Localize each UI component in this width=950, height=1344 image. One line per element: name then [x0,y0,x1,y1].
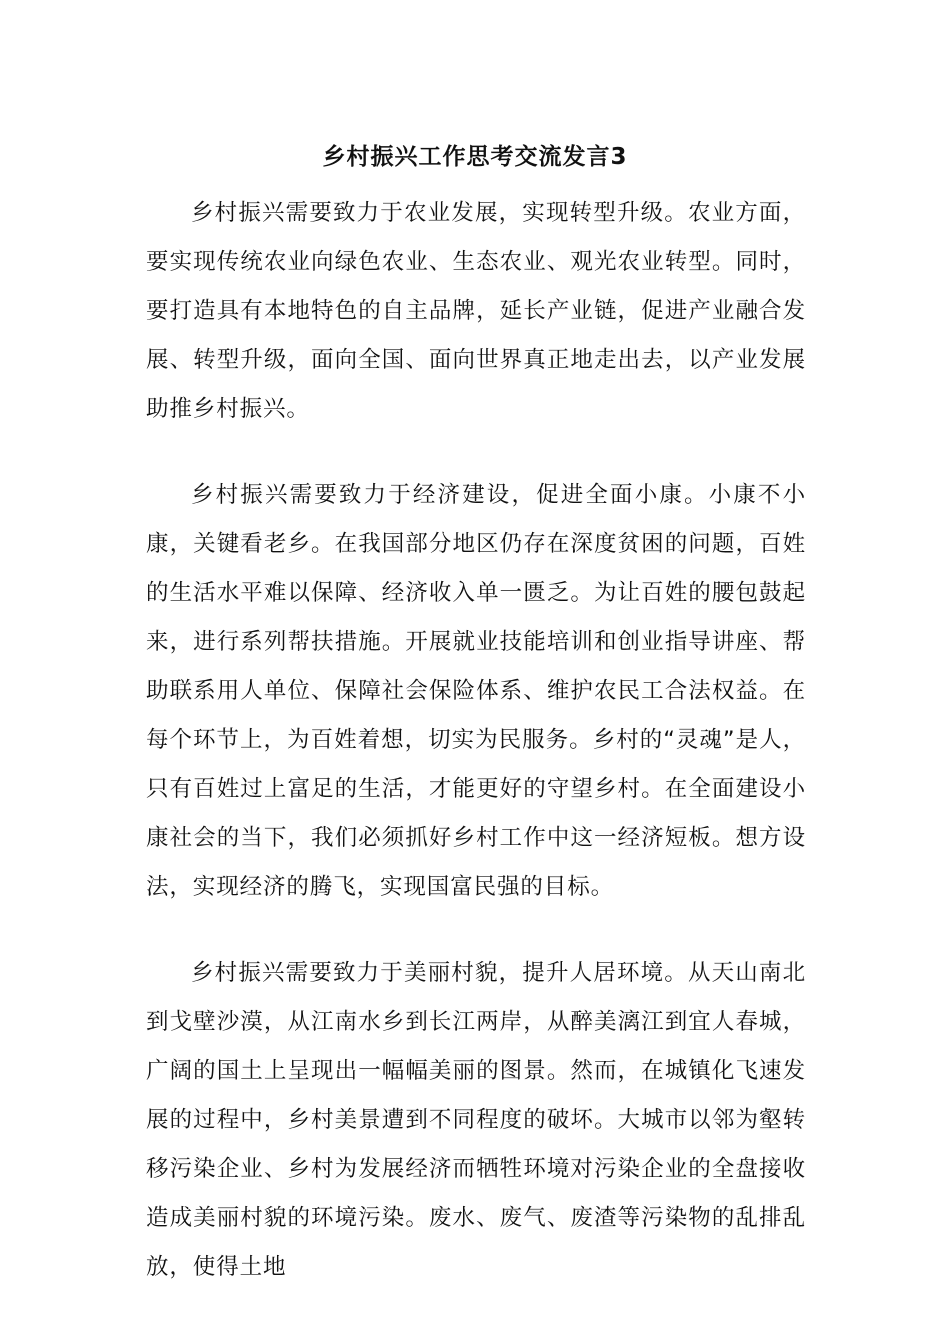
paragraph-economy: 乡村振兴需要致力于经济建设，促进全面小康。小康不小康，关键看老乡。在我国部分地区仍存在深度贫困的问题，百姓的生活水平难以保障、经济收入单一匮乏。为让百姓的腰包鼓起来，进行系列帮扶措施。开展就业技能培训和创业指导讲座、帮助联系用人单位、保障社会保险体系、维护农民工合法权益。在每个环节上，为百姓着想，切实为民服务。乡村的“灵魂”是人，只有百姓过上富足的生活，才能更好的守望乡村。在全面建设小康社会的当下，我们必须抓好乡村工作中这一经济短板。想方设法，实现经济的腾飞，实现国富民强的目标。 [146,482,806,900]
paragraph-agriculture: 乡村振兴需要致力于农业发展，实现转型升级。农业方面，要实现传统农业向绿色农业、生态农业、观光农业转型。同时，要打造具有本地特色的自主品牌，延长产业链，促进产业融合发展、转型升级，面向全国、面向世界真正地走出去，以产业发展助推乡村振兴。 [146,200,806,422]
document-title: 乡村振兴工作思考交流发言3 [322,144,628,170]
paragraph-environment: 乡村振兴需要致力于美丽村貌，提升人居环境。从天山南北到戈壁沙漠，从江南水乡到长江两岸，从醉美漓江到宜人春城，广阔的国土上呈现出一幅幅美丽的图景。然而，在城镇化飞速发展的过程中，乡村美景遭到不同程度的破坏。大城市以邻为壑转移污染企业、乡村为发展经济而牺牲环境对污染企业的全盘接收造成美丽村貌的环境污染。废水、废气、废渣等污染物的乱排乱放，使得土地 [146,960,806,1280]
document-body [146,189,806,1292]
